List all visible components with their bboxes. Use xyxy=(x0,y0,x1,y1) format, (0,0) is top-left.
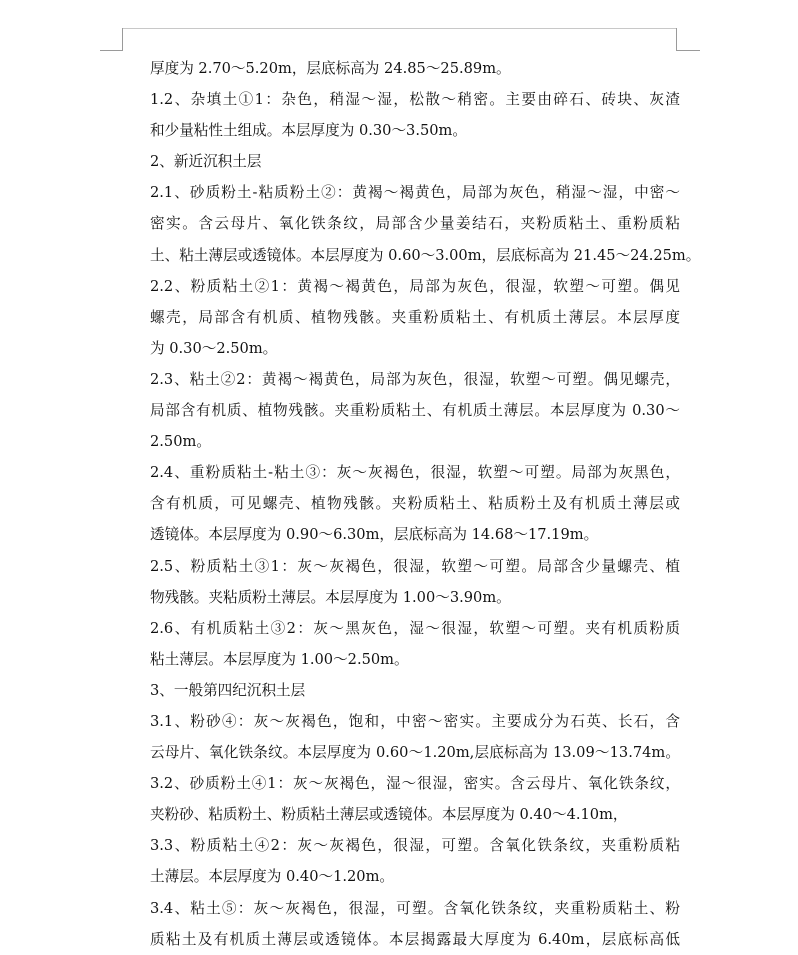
text-line: 物残骸。夹粘质粉土薄层。本层厚度为 1.00～3.90m。 xyxy=(150,588,511,606)
text-line: 2、新近沉积土层 xyxy=(150,153,262,171)
text-line: 2.2、粉质粘土②1：黄褐～褐黄色，局部为灰色，很湿，软塑～可塑。偶见 xyxy=(150,277,680,295)
text-line: 厚度为 2.70～5.20m，层底标高为 24.85～25.89m。 xyxy=(150,60,511,77)
text-line: 为 0.30～2.50m。 xyxy=(150,339,278,357)
text-line: 夹粉砂、粘质粉土、粉质粘土薄层或透镜体。本层厚度为 0.40～4.10m， xyxy=(150,806,628,824)
text-line: 透镜体。本层厚度为 0.90～6.30m，层底标高为 14.68～17.19m。 xyxy=(150,526,599,544)
text-line: 2.3、粘土②2：黄褐～褐黄色，局部为灰色，很湿，软塑～可塑。偶见螺壳， xyxy=(150,370,680,388)
text-line: 土薄层。本层厚度为 0.40～1.20m。 xyxy=(150,868,394,886)
text-line: 3.4、粘土⑤：灰～灰褐色，很湿，可塑。含氧化铁条纹，夹重粉质粘土、粉 xyxy=(150,899,680,917)
text-line: 粘土薄层。本层厚度为 1.00～2.50m。 xyxy=(150,650,409,668)
text-line: 3.2、砂质粉土④1：灰～灰褐色，湿～很湿，密实。含云母片、氧化铁条纹， xyxy=(150,775,680,793)
text-line: 3.3、粉质粘土④2：灰～灰褐色，很湿，可塑。含氧化铁条纹，夹重粉质粘 xyxy=(150,837,680,855)
text-line: 螺壳，局部含有机质、植物残骸。夹重粉质粘土、有机质土薄层。本层厚度 xyxy=(150,308,680,326)
crop-mark-top-left xyxy=(100,50,123,51)
text-line: 3.1、粉砂④：灰～灰褐色，饱和，中密～密实。主要成分为石英、长石，含 xyxy=(150,712,680,730)
text-line: 3、一般第四纪沉积土层 xyxy=(150,681,306,699)
text-line: 2.50m。 xyxy=(150,433,211,451)
text-line: 和少量粘性土组成。本层厚度为 0.30～3.50m。 xyxy=(150,122,467,140)
text-line: 质粘土及有机质土薄层或透镜体。本层揭露最大厚度为 6.40m，层底标高低 xyxy=(150,930,680,948)
text-line: 局部含有机质、植物残骸。夹重粉质粘土、有机质土薄层。本层厚度为 0.30～ xyxy=(150,402,680,420)
document-body xyxy=(150,53,701,955)
text-line: 密实。含云母片、氧化铁条纹，局部含少量姜结石，夹粉质粘土、重粉质粘 xyxy=(150,215,680,233)
crop-mark-top-right xyxy=(676,28,677,51)
text-line: 2.4、重粉质粘土-粘土③：灰～灰褐色，很湿，软塑～可塑。局部为灰黑色， xyxy=(150,464,680,482)
text-line: 土、粘土薄层或透镜体。本层厚度为 0.60～3.00m，层底标高为 21.45～24.25m。 xyxy=(150,246,701,264)
crop-mark-top-right xyxy=(677,50,700,51)
text-line: 云母片、氧化铁条纹。本层厚度为 0.60～1.20m,层底标高为 13.09～13.74m。 xyxy=(150,744,680,762)
text-line: 2.6、有机质粘土③2：灰～黑灰色，湿～很湿，软塑～可塑。夹有机质粉质 xyxy=(150,619,680,637)
text-line: 含有机质，可见螺壳、植物残骸。夹粉质粘土、粘质粉土及有机质土薄层或 xyxy=(150,495,680,513)
text-line: 2.1、砂质粉土-粘质粉土②：黄褐～褐黄色，局部为灰色，稍湿～湿，中密～ xyxy=(150,184,680,202)
text-line: 2.5、粉质粘土③1：灰～灰褐色，很湿，软塑～可塑。局部含少量螺壳、植 xyxy=(150,557,680,575)
crop-mark-top-left xyxy=(122,28,123,51)
header-rule xyxy=(122,28,677,29)
text-line: 1.2、杂填土①1：杂色，稍湿～湿，松散～稍密。主要由碎石、砖块、灰渣 xyxy=(150,91,680,109)
